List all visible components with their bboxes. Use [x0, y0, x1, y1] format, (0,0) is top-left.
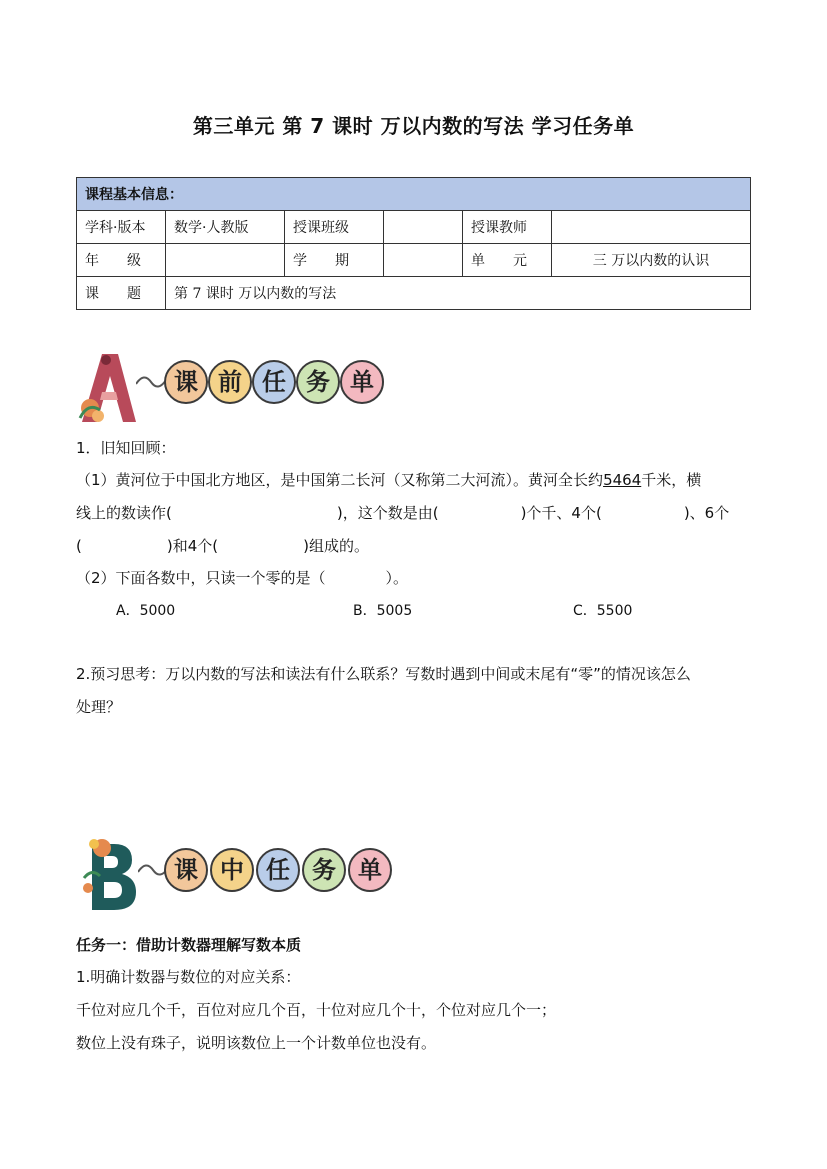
q1-1-number: 5464	[603, 471, 642, 489]
course-info-table	[76, 177, 751, 310]
banner-b-char-5: 单	[348, 848, 392, 892]
banner-char-4: 务	[296, 360, 340, 404]
letter-a-floral-icon	[78, 350, 140, 426]
q1-title: 1．旧知回顾：	[76, 439, 176, 457]
q2-line1: 2.预习思考：万以内数的写法和读法有什么联系？写数时遇到中间或末尾有“零”的情况该怎么	[76, 665, 691, 683]
topic-label: 课 题	[77, 277, 166, 310]
class-value[interactable]	[384, 211, 463, 244]
q1-1-line2	[76, 503, 729, 523]
option-c[interactable]: C．5500	[573, 603, 633, 619]
banner-b-char-1: 课	[164, 848, 208, 892]
q1-1-line1	[76, 470, 701, 490]
subject-value: 数学·人教版	[166, 211, 285, 244]
q1-1-l2-c: )个千、4个(	[520, 504, 602, 522]
teacher-label: 授课教师	[463, 211, 552, 244]
q1-1-l2-d: )、6个	[683, 504, 730, 522]
q1-1-line3	[76, 536, 369, 556]
q1-2-end: ）。	[385, 569, 409, 587]
q1-1-text-b: 千米，横	[641, 471, 702, 489]
q1-2	[76, 568, 408, 588]
q1-2-text: （2）下面各数中，只读一个零的是（	[76, 569, 326, 587]
table-header: 课程基本信息：	[77, 178, 751, 211]
q1-1-l3-a: (	[76, 537, 82, 555]
connector-icon	[136, 372, 166, 392]
banner-char-1: 课	[164, 360, 208, 404]
task1-line1: 千位对应几个千，百位对应几个百，十位对应几个十，个位对应几个一；	[76, 1001, 557, 1019]
q1-1-text-a: （1）黄河位于中国北方地区，是中国第二长河（又称第二大河流）。黄河全长约	[76, 471, 604, 489]
grade-value[interactable]	[166, 244, 285, 277]
topic-value: 第 7 课时 万以内数的写法	[166, 277, 751, 310]
option-b[interactable]: B．5005	[353, 603, 413, 619]
banner-char-5: 单	[340, 360, 384, 404]
banner-pre-class-tasks	[78, 350, 408, 420]
q1-1-l2-a: 线上的数读作(	[76, 504, 172, 522]
unit-label: 单 元	[463, 244, 552, 277]
q2-line2: 处理？	[76, 698, 122, 716]
banner-char-2: 前	[208, 360, 252, 404]
banner-in-class-tasks	[80, 838, 410, 908]
task1-line2: 数位上没有珠子，说明该数位上一个计数单位也没有。	[76, 1034, 437, 1052]
q1-1-l3-c: )组成的。	[303, 537, 369, 555]
q1-1-l2-b: )，这个数是由(	[336, 504, 439, 522]
option-a[interactable]: A．5000	[116, 603, 176, 619]
subject-label: 学科·版本	[77, 211, 166, 244]
grade-label: 年 级	[77, 244, 166, 277]
page-title: 第三单元 第 7 课时 万以内数的写法 学习任务单	[192, 114, 635, 138]
teacher-value[interactable]	[552, 211, 751, 244]
banner-b-char-3: 任	[256, 848, 300, 892]
term-value[interactable]	[384, 244, 463, 277]
q1-1-l3-b: )和4个(	[166, 537, 219, 555]
class-label: 授课班级	[285, 211, 384, 244]
task1-title: 任务一：借助计数器理解写数本质	[76, 936, 302, 954]
letter-b-floral-icon	[80, 838, 142, 914]
task1-subtitle: 1.明确计数器与数位的对应关系：	[76, 968, 301, 986]
term-label: 学 期	[285, 244, 384, 277]
unit-value: 三 万以内数的认识	[552, 244, 751, 277]
banner-char-3: 任	[252, 360, 296, 404]
banner-b-char-2: 中	[210, 848, 254, 892]
banner-b-char-4: 务	[302, 848, 346, 892]
